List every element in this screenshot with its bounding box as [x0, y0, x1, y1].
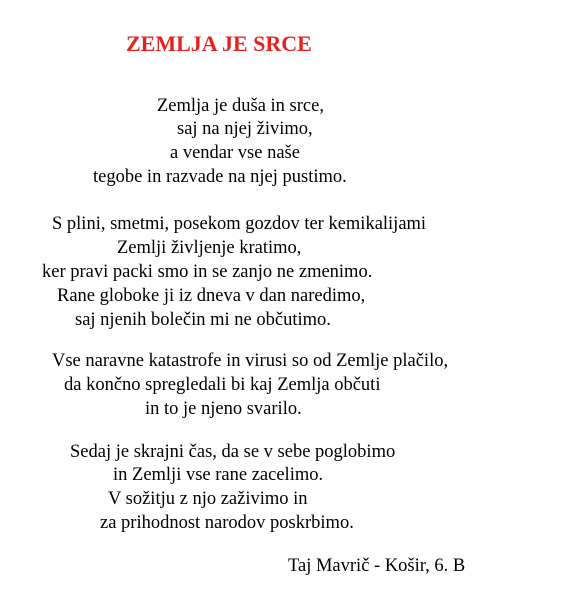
poem-line: za prihodnost narodov poskrbimo.	[100, 513, 354, 533]
poem-signature: Taj Mavrič - Košir, 6. B	[288, 556, 466, 576]
poem-line: S plini, smetmi, posekom gozdov ter kemikalijami	[52, 214, 427, 234]
poem-line: ker pravi packi smo in se zanjo ne zmenimo.	[42, 262, 373, 282]
poem-line: Sedaj je skrajni čas, da se v sebe poglobimo	[70, 442, 396, 462]
poem-line: Zemlja je duša in srce,	[157, 96, 324, 116]
poem-line: V sožitju z njo zaživimo in	[108, 489, 308, 509]
poem-line: Vse naravne katastrofe in virusi so od Zemlje plačilo,	[52, 351, 449, 371]
poem-line: in Zemlji vse rane zacelimo.	[113, 465, 324, 485]
poem-line: a vendar vse naše	[170, 143, 300, 163]
poem-line: saj na njej živimo,	[177, 119, 313, 139]
poem-line: in to je njeno svarilo.	[145, 399, 302, 419]
poem-title: ZEMLJA JE SRCE	[126, 31, 312, 56]
poem-line: saj njenih bolečin mi ne občutimo.	[75, 310, 331, 330]
poem-line: da končno spregledali bi kaj Zemlja občuti	[64, 375, 381, 395]
poem-line: tegobe in razvade na njej pustimo.	[93, 167, 347, 187]
poem-line: Zemlji življenje kratimo,	[117, 238, 302, 258]
poem-line: Rane globoke ji iz dneva v dan naredimo,	[57, 286, 366, 306]
